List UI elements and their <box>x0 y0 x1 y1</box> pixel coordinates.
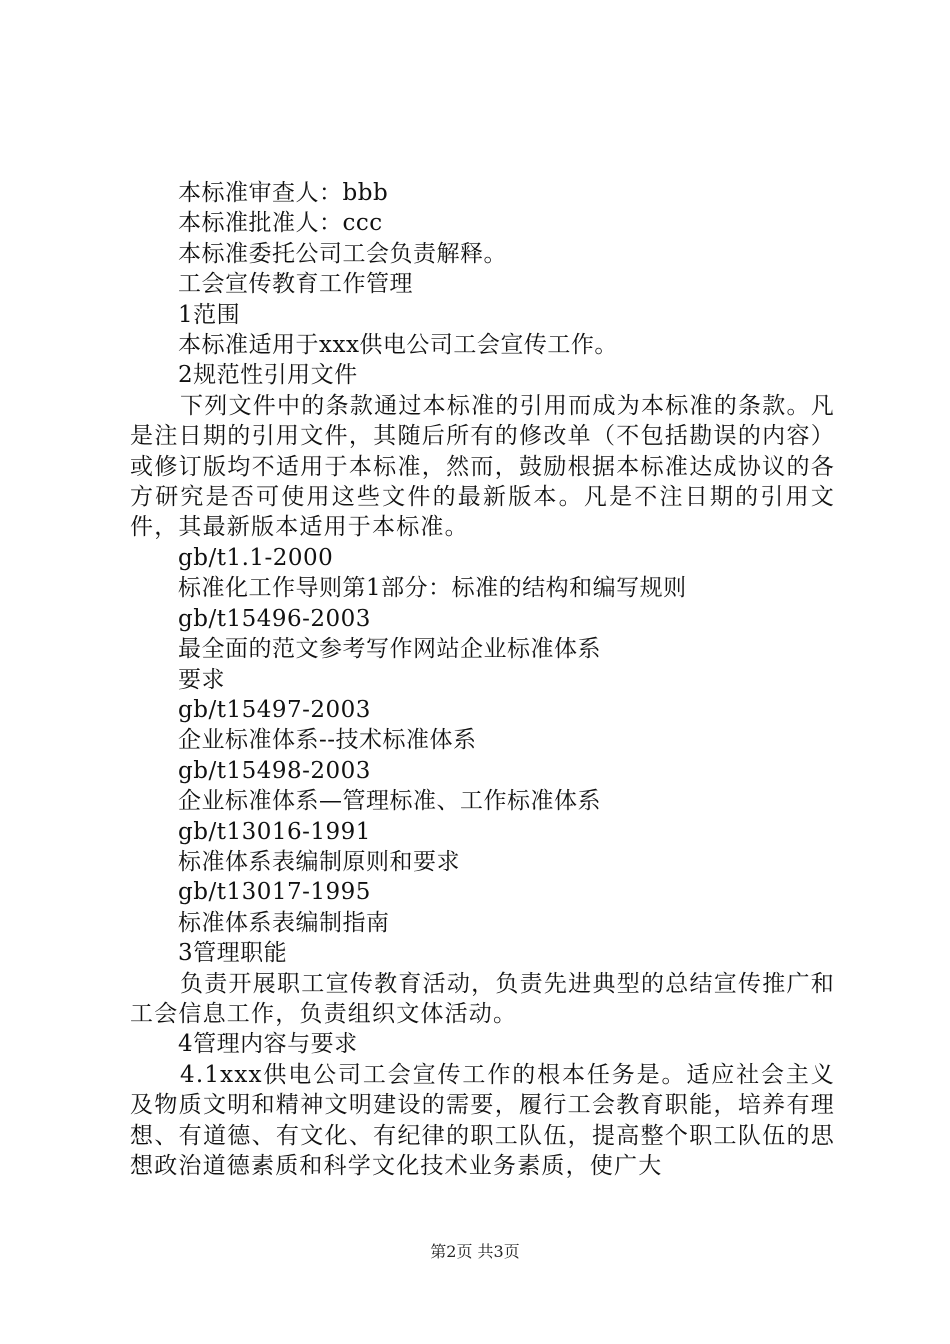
reference-line: gb/t15497-2003 <box>178 696 371 723</box>
document-title: 工会宣传教育工作管理 <box>178 271 413 298</box>
section-heading-scope: 1范围 <box>178 301 241 328</box>
reference-line: 标准体系表编制原则和要求 <box>178 848 460 875</box>
reference-line: 标准体系表编制指南 <box>178 909 390 936</box>
reference-line: 要求 <box>178 666 225 693</box>
reference-line: 企业标准体系—管理标准、工作标准体系 <box>178 788 601 815</box>
approver-line: 本标准批准人：ccc <box>178 210 383 237</box>
section-heading-references: 2规范性引用文件 <box>178 362 358 389</box>
reference-line: 企业标准体系--技术标准体系 <box>178 727 477 754</box>
reviewer-line: 本标准审查人：bbb <box>178 180 389 206</box>
interpretation-line: 本标准委托公司工会负责解释。 <box>178 240 507 267</box>
reference-line: 最全面的范文参考写作网站企业标准体系 <box>178 636 601 663</box>
reference-line: gb/t1.1-2000 <box>178 544 334 571</box>
page-footer: 第2页 共3页 <box>430 1242 520 1261</box>
references-paragraph: 下列文件中的条款通过本标准的引用而成为本标准的条款。凡是注日期的引用文件，其随后所有的修改单（不包括勘误的内容）或修订版均不适用于本标准，然而，鼓励根据本标准达成协议的各方研究是否可使用这些文件的最新版本。凡是不注日期的引用文件，其最新版本适用于本标准。 <box>130 392 835 541</box>
scope-text: 本标准适用于xxx供电公司工会宣传工作。 <box>178 332 618 359</box>
section-heading-content: 4管理内容与要求 <box>178 1031 358 1058</box>
reference-line: gb/t15498-2003 <box>178 757 371 784</box>
reference-line: gb/t13017-1995 <box>178 879 371 906</box>
reference-line: 标准化工作导则第1部分：标准的结构和编写规则 <box>178 575 687 602</box>
document-body <box>130 178 835 1181</box>
reference-line: gb/t15496-2003 <box>178 605 371 632</box>
content-paragraph: 4.1xxx供电公司工会宣传工作的根本任务是。适应社会主义及物质文明和精神文明建设的需要，履行工会教育职能，培养有理想、有道德、有文化、有纪律的职工队伍，提高整个职工队伍的思想政治道德素质和科学文化技术业务素质，使广大 <box>130 1061 835 1179</box>
functions-paragraph: 负责开展职工宣传教育活动，负责先进典型的总结宣传推广和工会信息工作，负责组织文体活动。 <box>130 970 835 1027</box>
section-heading-functions: 3管理职能 <box>178 940 288 967</box>
reference-line: gb/t13016-1991 <box>178 818 371 845</box>
